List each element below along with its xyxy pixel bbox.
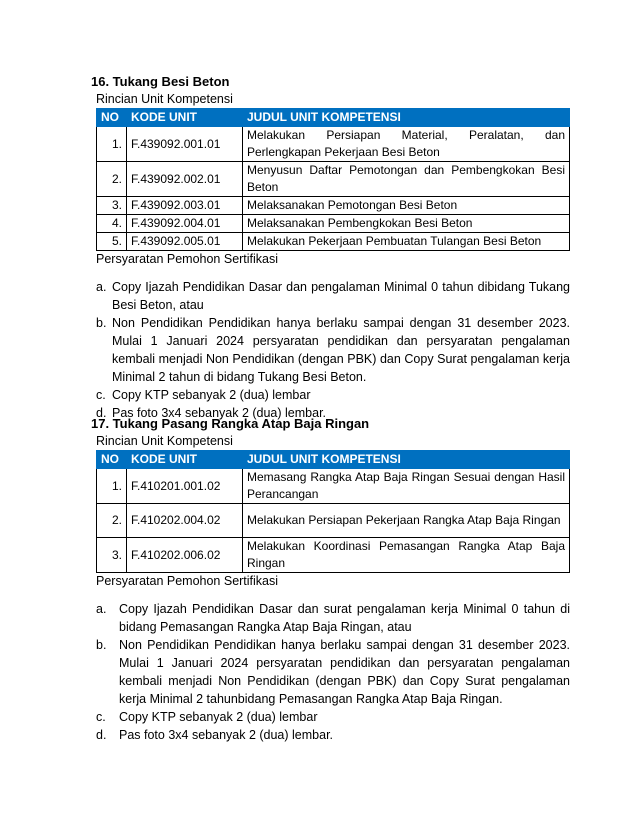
row-kode: F.410202.004.02 [127,504,243,538]
section-title: 17. Tukang Pasang Rangka Atap Baja Ringan [91,416,370,431]
section-16 [91,73,570,422]
table-row [97,538,570,573]
list-text: Pas foto 3x4 sebanyak 2 (dua) lembar. [112,406,327,420]
list-text: Copy Ijazah Pendidikan Dasar dan surat pengalaman kerja Minimal 0 tahun di bidang Pemasangan Rangka Atap Baja Ringan, atau [119,602,570,634]
row-kode: F.439092.002.01 [127,162,243,197]
row-judul: Melaksanakan Pembengkokan Besi Beton [243,215,570,233]
header-judul: JUDUL UNIT KOMPETENSI [243,451,570,469]
row-judul: Melakukan Persiapan Material, Peralatan, dan Perlengkapan Pekerjaan Besi Beton [243,127,570,162]
row-no: 3. [97,538,127,573]
table-row [97,469,570,504]
row-kode: F.439092.001.01 [127,127,243,162]
row-judul: Melakukan Pekerjaan Pembuatan Tulangan Besi Beton [243,233,570,251]
row-kode: F.410201.001.02 [127,469,243,504]
row-no: 5. [97,233,127,251]
row-judul: Menyusun Daftar Pemotongan dan Pembengkokan Besi Beton [243,162,570,197]
requirements-title: Persyaratan Pemohon Sertifikasi [96,252,279,266]
requirements-list [96,278,570,422]
list-marker: b. [96,638,107,652]
row-no: 2. [97,162,127,197]
row-kode: F.439092.005.01 [127,233,243,251]
header-no: NO [97,109,127,127]
row-judul: Melakukan Koordinasi Pemasangan Rangka Atap Baja Ringan [243,538,570,573]
row-no: 1. [97,127,127,162]
table-row [97,127,570,162]
header-no: NO [97,451,127,469]
list-marker: d. [96,728,107,742]
requirements-list [96,600,570,744]
table-row [97,162,570,197]
list-text: Non Pendidikan Pendidikan hanya berlaku sampai dengan 31 desember 2023. Mulai 1 Januari 2024 persyaratan pendidikan dan persyaratan pengalaman kembali menjadi Non Pendidikan (dengan PBK) dan Copy Surat pengalaman kerja Minimal 2 tahunbidang Pemasangan Rangka Atap Baja Ringan. [119,638,570,706]
list-marker: c. [96,388,106,402]
section-17 [91,415,570,744]
header-kode: KODE UNIT [127,109,243,127]
list-item [96,600,570,636]
table-header-row [97,451,570,469]
header-kode: KODE UNIT [127,451,243,469]
row-no: 2. [97,504,127,538]
table-header-row [97,109,570,127]
list-item [96,386,570,404]
list-item [96,314,570,386]
list-item [96,278,570,314]
table-row [97,197,570,215]
row-judul: Memasang Rangka Atap Baja Ringan Sesuai dengan Hasil Perancangan [243,469,570,504]
list-text: Copy KTP sebanyak 2 (dua) lembar [119,710,318,724]
list-marker: b. [96,316,107,330]
row-kode: F.439092.003.01 [127,197,243,215]
section-title: 16. Tukang Besi Beton [91,74,230,89]
unit-table [96,450,570,573]
list-text: Non Pendidikan Pendidikan hanya berlaku sampai dengan 31 desember 2023. Mulai 1 Januari 2024 persyaratan pendidikan dan persyaratan pengalaman kembali menjadi Non Pendidikan (dengan PBK) dan Copy Surat pengalaman kerja Minimal 2 tahun di bidang Tukang Besi Beton. [112,316,570,384]
list-item [96,708,570,726]
table-row [97,504,570,538]
list-marker: d. [96,406,107,420]
row-judul: Melaksanakan Pemotongan Besi Beton [243,197,570,215]
row-judul: Melakukan Persiapan Pekerjaan Rangka Atap Baja Ringan [243,504,570,538]
list-marker: a. [96,602,107,616]
header-judul: JUDUL UNIT KOMPETENSI [243,109,570,127]
requirements-title: Persyaratan Pemohon Sertifikasi [96,574,279,588]
table-row [97,233,570,251]
list-item [96,636,570,708]
row-no: 3. [97,197,127,215]
section-subtitle: Rincian Unit Kompetensi [96,434,233,448]
list-marker: c. [96,710,106,724]
row-no: 1. [97,469,127,504]
list-marker: a. [96,280,107,294]
row-kode: F.439092.004.01 [127,215,243,233]
unit-table [96,108,570,251]
table-row [97,215,570,233]
list-text: Copy KTP sebanyak 2 (dua) lembar [112,388,311,402]
row-no: 4. [97,215,127,233]
section-subtitle: Rincian Unit Kompetensi [96,92,233,106]
row-kode: F.410202.006.02 [127,538,243,573]
list-item [96,726,570,744]
list-text: Copy Ijazah Pendidikan Dasar dan pengalaman Minimal 0 tahun dibidang Tukang Besi Beton, atau [112,280,570,312]
list-text: Pas foto 3x4 sebanyak 2 (dua) lembar. [119,728,334,742]
